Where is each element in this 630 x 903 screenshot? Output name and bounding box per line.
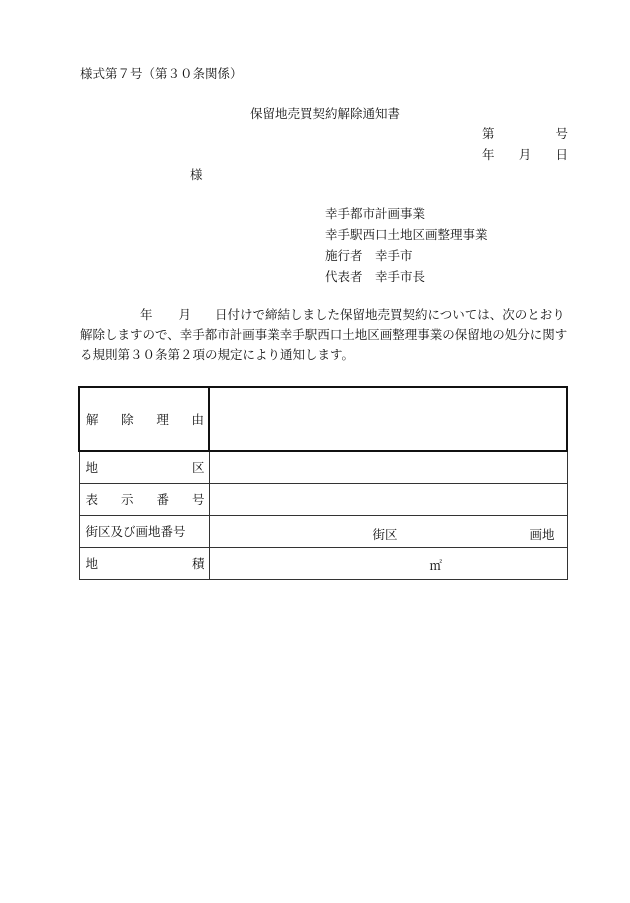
recipient-suffix: 様 bbox=[190, 167, 203, 182]
body-year: 年 bbox=[140, 307, 153, 322]
sender-block bbox=[325, 208, 488, 292]
block-unit: 街区 bbox=[372, 526, 398, 542]
label-char: 除 bbox=[121, 412, 134, 427]
body-text: 日付けで締結しました保留地売買契約については、次のとおり解除しますので、幸手都市計画事業幸手駅西口土地区画整理事業の保留地の処分に関する規則第３０条第２項の規定により通知します。 bbox=[80, 307, 568, 362]
label-char: 理 bbox=[156, 412, 169, 427]
display-number-value[interactable] bbox=[209, 483, 567, 515]
area-value[interactable] bbox=[209, 547, 567, 579]
date-day: 日 bbox=[555, 147, 568, 162]
contract-info-table bbox=[78, 386, 568, 580]
label-char: 由 bbox=[191, 412, 204, 427]
table-row bbox=[79, 451, 567, 483]
document-date-row bbox=[482, 149, 568, 162]
table-row bbox=[79, 483, 567, 515]
reason-value[interactable] bbox=[209, 387, 567, 451]
display-number-label bbox=[79, 483, 209, 515]
area-unit: ㎡ bbox=[429, 557, 443, 573]
body-paragraph bbox=[80, 305, 568, 365]
label-char: 地 bbox=[85, 556, 99, 571]
district-label bbox=[79, 451, 209, 483]
label-char: 示 bbox=[120, 492, 134, 507]
document-title: 保留地売買契約解除通知書 bbox=[250, 106, 401, 121]
label-char: 積 bbox=[191, 556, 205, 571]
body-month: 月 bbox=[178, 307, 192, 322]
date-month: 月 bbox=[518, 147, 532, 162]
block-lot-value[interactable] bbox=[209, 515, 567, 547]
label-char: 解 bbox=[86, 412, 99, 427]
label-char: 番 bbox=[156, 492, 169, 507]
area-label bbox=[79, 547, 209, 579]
label-char: 号 bbox=[191, 492, 205, 507]
label-char: 表 bbox=[85, 492, 99, 507]
block-lot-label-text: 街区及び画地番号 bbox=[85, 524, 186, 539]
form-number: 様式第７号（第３０条関係） bbox=[80, 66, 243, 81]
sender-project-name: 幸手駅西口土地区画整理事業 bbox=[325, 227, 488, 242]
table-row bbox=[79, 387, 567, 451]
block-lot-label bbox=[79, 515, 209, 547]
number-prefix: 第 bbox=[482, 126, 495, 141]
sender-representative: 代表者 幸手市長 bbox=[325, 269, 426, 284]
lot-unit: 画地 bbox=[529, 526, 555, 542]
document-number-row bbox=[482, 128, 568, 141]
district-value[interactable] bbox=[209, 451, 567, 483]
sender-project: 幸手都市計画事業 bbox=[325, 206, 426, 221]
table-row bbox=[79, 515, 567, 547]
reason-label bbox=[79, 387, 209, 451]
label-char: 地 bbox=[85, 460, 99, 476]
label-char: 区 bbox=[191, 460, 205, 476]
number-suffix: 号 bbox=[555, 126, 568, 141]
date-year: 年 bbox=[482, 147, 495, 162]
sender-executor: 施行者 幸手市 bbox=[325, 248, 413, 263]
table-row bbox=[79, 547, 567, 579]
